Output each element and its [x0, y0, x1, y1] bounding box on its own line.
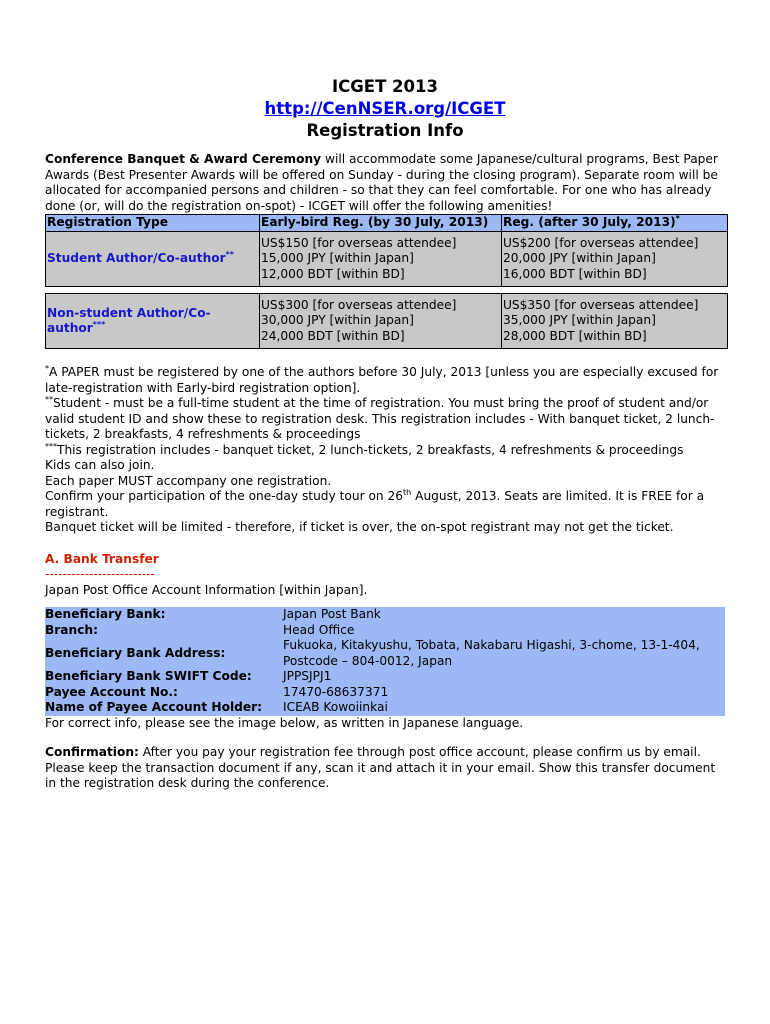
bank-intro: Japan Post Office Account Information [within Japan]. [45, 582, 368, 597]
table-row [46, 232, 728, 287]
table-row [45, 623, 725, 639]
kids-note: Kids can also join. [45, 458, 155, 472]
confirmation-label: Confirmation: [45, 745, 139, 759]
intro-bold: Conference Banquet & Award Ceremony [45, 152, 322, 166]
confirmation-paragraph [45, 745, 725, 792]
bank-key: Beneficiary Bank: [45, 607, 283, 623]
page-subtitle: Registration Info [306, 121, 464, 140]
footnote-2: **Student - must be a full-time student at the time of registration. You must bring the proof of student and/or valid student ID and show these to registration desk. This registration includes - With banquet ticket, 2 lunch-tickets, 2 breakfasts, 4 refreshments & proceedings [45, 394, 715, 441]
bank-key: Beneficiary Bank Address: [45, 638, 283, 669]
header-early-bird: Early-bird Reg. (by 30 July, 2013) [260, 215, 502, 232]
bank-value: JPPSJPJ1 [283, 669, 725, 685]
bank-value: Japan Post Bank [283, 607, 725, 623]
intro-text: will accommodate some Japanese/cultural programs, Best Paper Awards (Best Presenter Awards will be offered on Sunday - during the closing program). Separate room will be allocated for accompanied persons and children - so that they can feel comfortable. For one who has already done (or, will do the registration on-spot) - ICGET will offer the following amenities! [45, 152, 718, 213]
bank-value: 17470-68637371 [283, 685, 725, 701]
table-header-row [46, 215, 728, 232]
page-header [45, 76, 725, 142]
footnote-1: *A PAPER must be registered by one of the authors before 30 July, 2013 [unless you are especially excused for late-registration with Early-bird registration option]. [45, 363, 719, 395]
banquet-note: Banquet ticket will be limited - therefore, if ticket is over, the on-spot registrant may not get the ticket. [45, 520, 674, 534]
early-bird-fees: US$150 [for overseas attendee] 15,000 JPY [within Japan] 12,000 BDT [within BD] [260, 232, 502, 287]
footnote-3: ***This registration includes - banquet ticket, 2 lunch-tickets, 2 breakfasts, 4 refreshments & proceedings [45, 441, 684, 457]
bank-key: Name of Payee Account Holder: [45, 700, 283, 716]
registration-type-student: Student Author/Co-author** [46, 232, 260, 287]
regular-fees: US$200 [for overseas attendee] 20,000 JPY [within Japan] 16,000 BDT [within BD] [502, 232, 728, 287]
table-row [45, 607, 725, 623]
footnotes [45, 365, 725, 536]
table-row [45, 700, 725, 716]
bank-footnote: For correct info, please see the image below, as written in Japanese language. [45, 715, 524, 730]
conference-link[interactable]: http://CenNSER.org/ICGET [264, 99, 506, 118]
bank-details-table [45, 607, 725, 716]
table-row [45, 638, 725, 669]
study-tour-note: Confirm your participation of the one-day study tour on 26th August, 2013. Seats are limited. It is FREE for a registrant. [45, 487, 705, 519]
document-page [45, 76, 725, 792]
table-row [45, 669, 725, 685]
bank-value: Fukuoka, Kitakyushu, Tobata, Nakabaru Higashi, 3-chome, 13-1-404, Postcode – 804-0012, Japan [283, 638, 725, 669]
regular-fees: US$350 [for overseas attendee] 35,000 JPY [within Japan] 28,000 BDT [within BD] [502, 294, 728, 349]
registration-type-non-student: Non-student Author/Co-author*** [46, 294, 260, 349]
bank-key: Payee Account No.: [45, 685, 283, 701]
registration-table [45, 214, 728, 349]
confirmation-text: After you pay your registration fee through post office account, please confirm us by email. Please keep the transaction document if any, scan it and attach it in your email. Show this transfer document in the registration desk during the conference. [45, 745, 716, 790]
header-registration-type: Registration Type [46, 215, 260, 232]
intro-paragraph [45, 152, 725, 214]
header-regular: Reg. (after 30 July, 2013)* [502, 215, 728, 232]
each-paper-note: Each paper MUST accompany one registration. [45, 473, 332, 488]
bank-key: Beneficiary Bank SWIFT Code: [45, 669, 283, 685]
table-row [45, 685, 725, 701]
table-row [46, 294, 728, 349]
bank-value: Head Office [283, 623, 725, 639]
early-bird-fees: US$300 [for overseas attendee] 30,000 JPY [within Japan] 24,000 BDT [within BD] [260, 294, 502, 349]
bank-key: Branch: [45, 623, 283, 639]
bank-value: ICEAB Kowoiinkai [283, 700, 725, 716]
section-divider: ------------------------- [45, 567, 155, 581]
page-title: ICGET 2013 [332, 77, 438, 96]
bank-transfer-heading: A. Bank Transfer [45, 551, 159, 566]
